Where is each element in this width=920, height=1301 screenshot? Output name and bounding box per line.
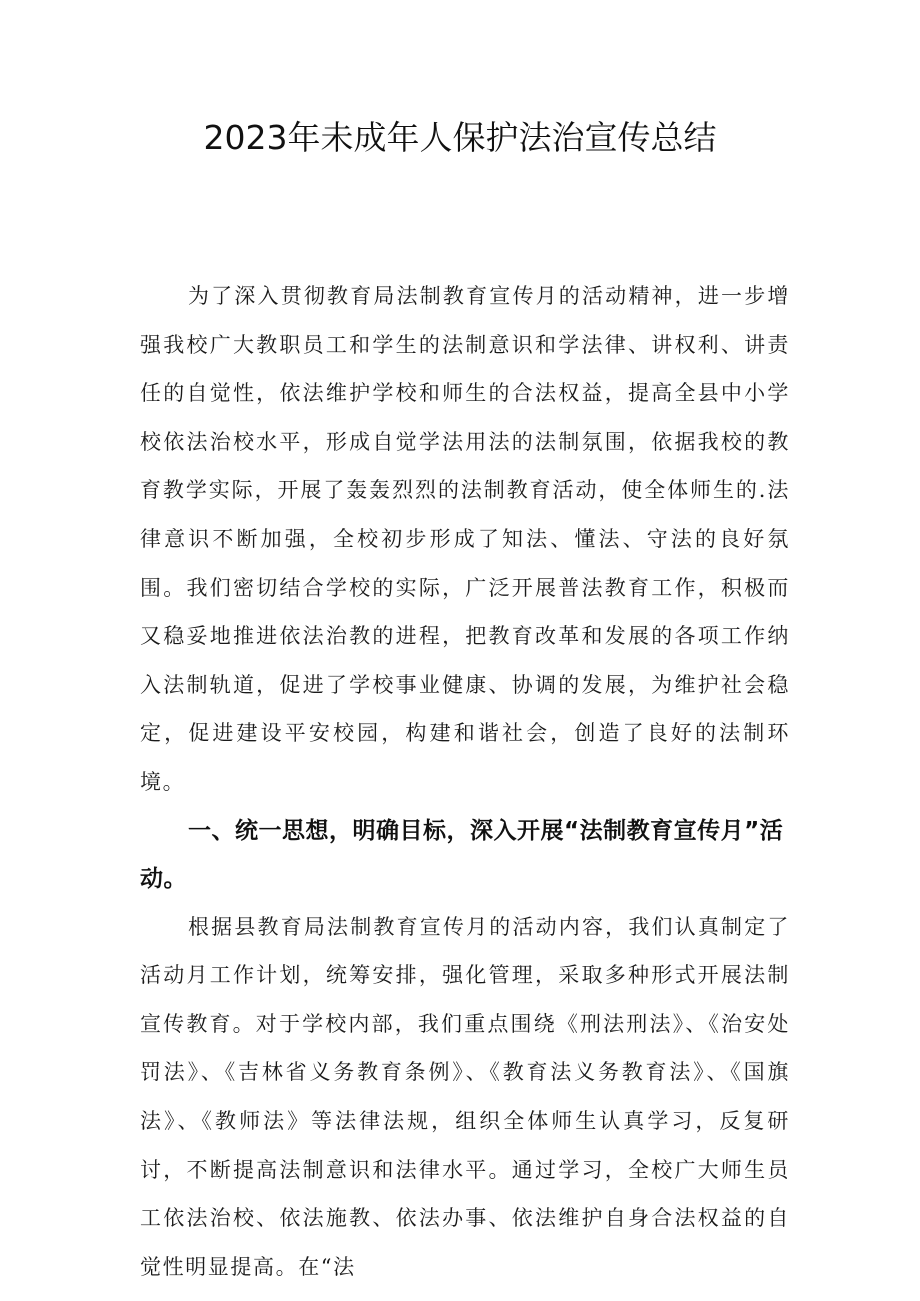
intro-paragraph: 为了深入贯彻教育局法制教育宣传月的活动精神，进一步增强我校广大教职员工和学生的法制意识和学法律、讲权利、讲责任的自觉性，依法维护学校和师生的合法权益，提高全县中小学校依法治校水平，形成自觉学法用法的法制氛围，依据我校的教育教学实际，开展了轰轰烈烈的法制教育活动，使全体师生的.法律意识不断加强，全校初步形成了知法、懂法、守法的良好氛围。我们密切结合学校的实际，广泛开展普法教育工作，积极而又稳妥地推进依法治教的进程，把教育改革和发展的各项工作纳入法制轨道，促进了学校事业健康、协调的发展，为维护社会稳定，促进建设平安校园，构建和谐社会，创造了良好的法制环境。 (140, 284, 790, 794)
document-body (140, 272, 790, 1291)
document-title: 2023年未成年人保护法治宣传总结 (203, 118, 717, 157)
section-paragraph: 根据县教育局法制教育宣传月的活动内容，我们认真制定了活动月工作计划，统筹安排，强化管理，采取多种形式开展法制宣传教育。对于学校内部，我们重点围绕《刑法刑法》、《治安处罚法》、《吉林省义务教育条例》、《教育法义务教育法》、《国旗法》、《教师法》等法律法规，组织全体师生认真学习，反复研讨，不断提高法制意识和法律水平。通过学习，全校广大师生员工依法治校、依法施教、依法办事、依法维护自身合法权益的自觉性明显提高。在“法 (140, 914, 790, 1279)
section-heading: 一、统一思想，明确目标，深入开展“法制教育宣传月”活动。 (140, 817, 784, 892)
